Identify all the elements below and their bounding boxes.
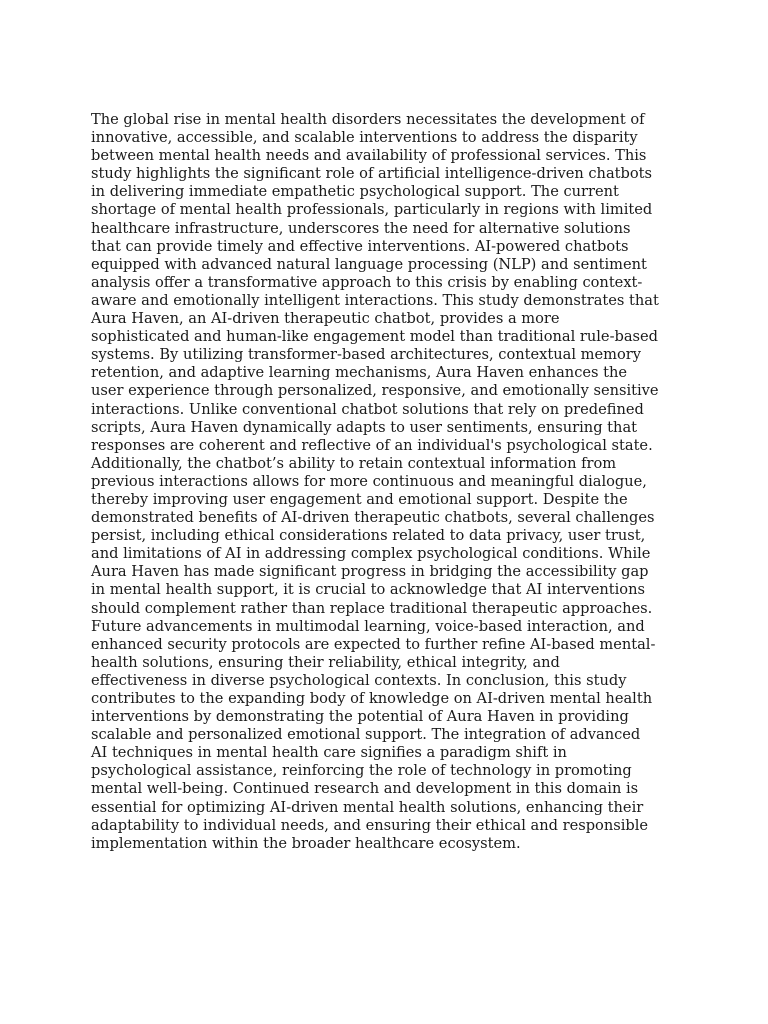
paragraph-line: responses are coherent and reflective of an individual's psychological state. [91,436,653,454]
paragraph-line: persist, including ethical considerations related to data privacy, user trust, [91,527,646,545]
paragraph-line: between mental health needs and availability of professional services. This [91,147,647,165]
paragraph-line: shortage of mental health professionals, particularly in regions with limited [91,201,653,219]
paragraph-line: Aura Haven, an AI-driven therapeutic chatbot, provides a more [91,310,560,328]
paragraph-line: innovative, accessible, and scalable interventions to address the disparity [91,129,638,147]
paragraph-line: contributes to the expanding body of knowledge on AI-driven mental health [91,690,653,707]
paragraph-line: sophisticated and human-like engagement model than traditional rule-based [91,328,659,346]
paragraph-line: interventions by demonstrating the potential of Aura Haven in providing [91,708,629,726]
paragraph-line: Future advancements in multimodal learning, voice-based interaction, and [91,617,645,635]
paragraph-line: psychological assistance, reinforcing the role of technology in promoting [91,762,632,780]
paragraph-line: scalable and personalized emotional support. The integration of advanced [91,726,641,744]
body-paragraph [91,111,691,853]
paragraph-line: scripts, Aura Haven dynamically adapts to user sentiments, ensuring that [91,418,638,436]
paragraph-line: retention, and adaptive learning mechanisms, Aura Haven enhances the [91,364,628,382]
paragraph-line: systems. By utilizing transformer-based architectures, contextual memory [91,346,641,364]
paragraph-line: study highlights the significant role of artificial intelligence-driven chatbots [91,165,653,183]
paragraph-line: and limitations of AI in addressing complex psychological conditions. While [91,545,651,563]
paragraph-line: user experience through personalized, responsive, and emotionally sensitive [91,382,659,400]
paragraph-line: analysis offer a transformative approach to this crisis by enabling context- [91,273,643,291]
paragraph-line: in delivering immediate empathetic psychological support. The current [91,183,619,201]
paragraph-line: effectiveness in diverse psychological contexts. In conclusion, this study [91,671,627,689]
paragraph-line: essential for optimizing AI-driven mental health solutions, enhancing their [91,798,644,816]
paragraph-line: Aura Haven has made significant progress in bridging the accessibility gap [91,563,649,581]
paragraph-line: healthcare infrastructure, underscores the need for alternative solutions [91,219,631,237]
paragraph-line: Additionally, the chatbot’s ability to retain contextual information from [91,454,617,472]
paragraph-line: The global rise in mental health disorders necessitates the development of [91,111,645,128]
paragraph-line: equipped with advanced natural language processing (NLP) and sentiment [91,255,647,273]
paragraph-line: that can provide timely and effective interventions. AI-powered chatbots [91,237,629,255]
paragraph-line: health solutions, ensuring their reliability, ethical integrity, and [91,653,560,671]
paragraph-line: previous interactions allows for more continuous and meaningful dialogue, [91,472,647,490]
paragraph-line: thereby improving user engagement and emotional support. Despite the [91,490,628,508]
paragraph-line: demonstrated benefits of AI-driven therapeutic chatbots, several challenges [91,509,655,527]
paragraph-line: AI techniques in mental health care signifies a paradigm shift in [91,744,567,762]
paragraph-line: aware and emotionally intelligent interactions. This study demonstrates that [91,291,659,309]
paragraph-line: interactions. Unlike conventional chatbot solutions that rely on predefined [91,400,644,418]
paragraph-line: adaptability to individual needs, and ensuring their ethical and responsible [91,816,649,834]
paragraph-line: in mental health support, it is crucial to acknowledge that AI interventions [91,581,645,599]
paragraph-line: implementation within the broader healthcare ecosystem. [91,834,521,852]
paragraph-line: should complement rather than replace traditional therapeutic approaches. [91,599,653,617]
paragraph-line: mental well-being. Continued research and development in this domain is [91,780,639,798]
paragraph-line: enhanced security protocols are expected to further refine AI-based mental- [91,635,656,653]
